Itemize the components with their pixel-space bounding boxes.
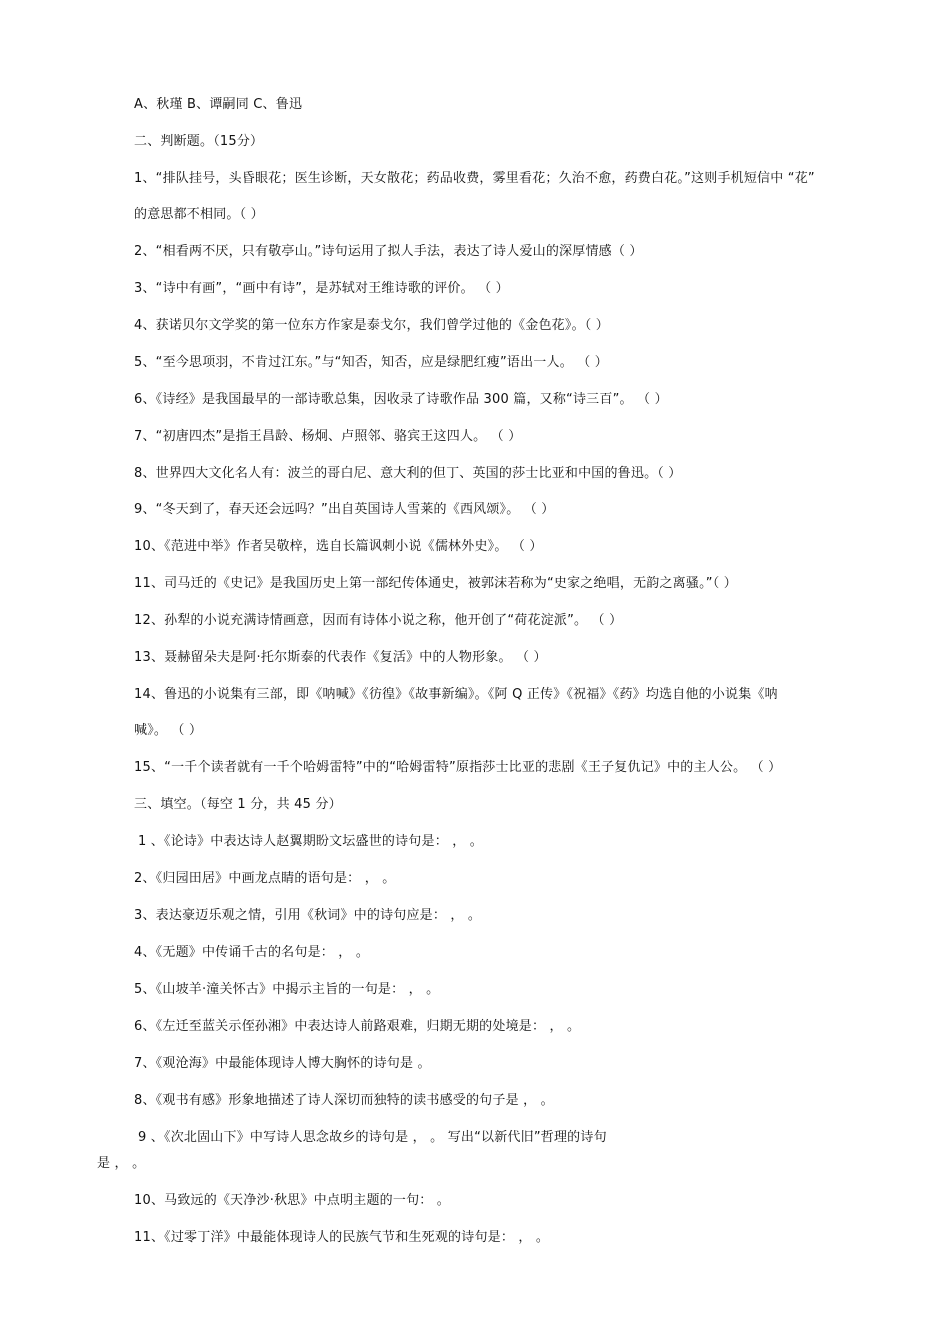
judge-q1-line2: 的意思都不相同。（ ） <box>134 207 264 222</box>
judge-q9: 9、“冬天到了，春天还会远吗？”出自英国诗人雪莱的《西风颂》。 （ ） <box>134 502 555 517</box>
judge-q8: 8、世界四大文化名人有：波兰的哥白尼、意大利的但丁、英国的莎士比亚和中国的鲁迅。（ ） <box>134 466 682 481</box>
fill-q10: 10、马致远的《天净沙·秋思》中点明主题的一句： 。 <box>134 1193 451 1208</box>
judge-q6: 6、《诗经》是我国最早的一部诗歌总集，因收录了诗歌作品 300 篇，又称“诗三百”。 （ ） <box>134 392 668 407</box>
judge-q1-line1: 1、“排队挂号，头昏眼花；医生诊断，天女散花；药品收费，雾里看花；久治不愈，药费白花。”这则手机短信中 “花” <box>134 171 815 186</box>
section-3-title: 三、填空。（每空 1 分，共 45 分） <box>134 797 342 812</box>
judge-q14-line1: 14、鲁迅的小说集有三部，即《呐喊》《彷徨》《故事新编》。《阿 Q 正传》《祝福》《药》均选自他的小说集《呐 <box>134 687 778 702</box>
fill-q1: 1 、《论诗》中表达诗人赵翼期盼文坛盛世的诗句是： ， 。 <box>138 834 483 849</box>
fill-q7: 7、《观沧海》中最能体现诗人博大胸怀的诗句是 。 <box>134 1056 431 1071</box>
fill-q5: 5、《山坡羊·潼关怀古》中揭示主旨的一句是： ， 。 <box>134 982 440 997</box>
fill-q3: 3、表达豪迈乐观之情，引用《秋词》中的诗句应是： ， 。 <box>134 908 482 923</box>
fill-q9-line1: 9 、《次北固山下》中写诗人思念故乡的诗句是 ， 。 写出“以新代旧”哲理的诗句 <box>138 1130 607 1145</box>
fill-q2: 2、《归园田居》中画龙点睛的语句是： ， 。 <box>134 871 396 886</box>
fill-q4: 4、《无题》中传诵千古的名句是： ， 。 <box>134 945 370 960</box>
judge-q7: 7、“初唐四杰”是指王昌龄、杨炯、卢照邻、骆宾王这四人。 （ ） <box>134 429 522 444</box>
judge-q2: 2、“相看两不厌，只有敬亭山。”诗句运用了拟人手法，表达了诗人爱山的深厚情感（ ） <box>134 244 643 259</box>
choice-options: A、秋瑾 B、谭嗣同 C、鲁迅 <box>134 97 303 112</box>
judge-q5: 5、“至今思项羽，不肯过江东。”与“知否，知否，应是绿肥红瘦”语出一人。 （ ） <box>134 355 608 370</box>
section-2-title: 二、判断题。（15分） <box>134 134 264 149</box>
fill-q6: 6、《左迁至蓝关示侄孙湘》中表达诗人前路艰难，归期无期的处境是： ， 。 <box>134 1019 581 1034</box>
judge-q4: 4、获诺贝尔文学奖的第一位东方作家是泰戈尔，我们曾学过他的《金色花》。（ ） <box>134 318 610 333</box>
judge-q15: 15、“一千个读者就有一千个哈姆雷特”中的“哈姆雷特”原指莎士比亚的悲剧《王子复仇记》中的主人公。 （ ） <box>134 760 782 775</box>
judge-q3: 3、“诗中有画”，“画中有诗”，是苏轼对王维诗歌的评价。 （ ） <box>134 281 509 296</box>
judge-q13: 13、聂赫留朵夫是阿·托尔斯泰的代表作《复活》中的人物形象。 （ ） <box>134 650 547 665</box>
judge-q12: 12、孙犁的小说充满诗情画意，因而有诗体小说之称，他开创了“荷花淀派”。 （ ） <box>134 613 623 628</box>
fill-q9-line2: 是 ， 。 <box>97 1156 146 1171</box>
fill-q11: 11、《过零丁洋》中最能体现诗人的民族气节和生死观的诗句是： ， 。 <box>134 1230 550 1245</box>
judge-q11: 11、司马迁的《史记》是我国历史上第一部纪传体通史，被郭沫若称为“史家之绝唱，无韵之离骚。”（ ） <box>134 576 737 591</box>
judge-q10: 10、《范进中举》作者吴敬梓，选自长篇讽刺小说《儒林外史》。 （ ） <box>134 539 543 554</box>
judge-q14-line2: 喊》。 （ ） <box>134 723 203 738</box>
fill-q8: 8、《观书有感》形象地描述了诗人深切而独特的读书感受的句子是 ， 。 <box>134 1093 554 1108</box>
